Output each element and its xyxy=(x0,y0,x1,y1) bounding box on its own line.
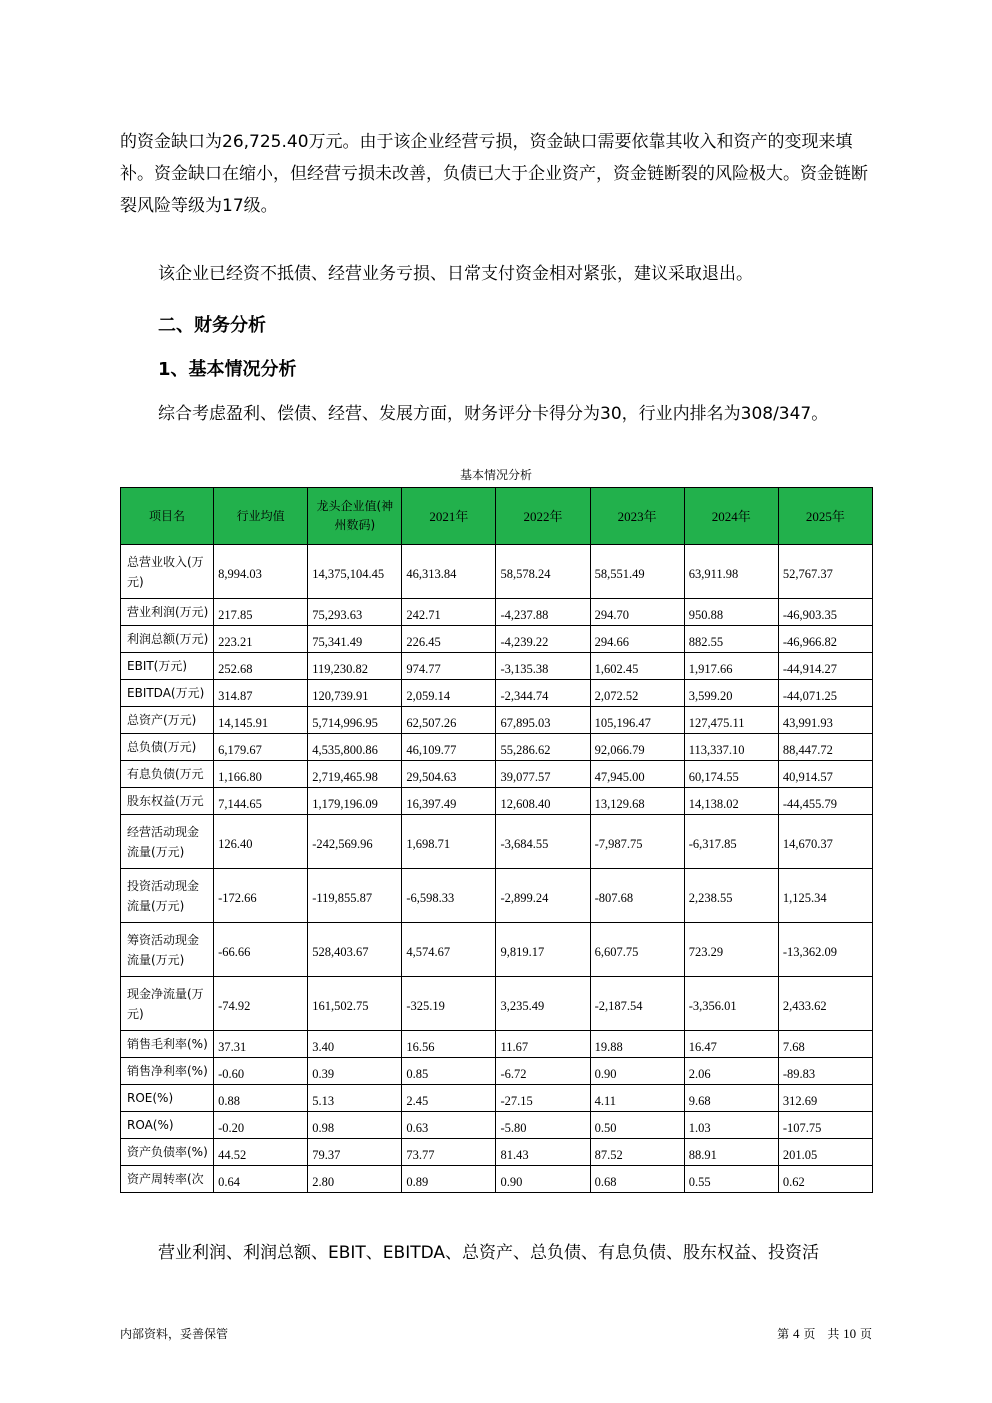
table-cell: 1,917.66 xyxy=(684,653,778,680)
table-cell: 9.68 xyxy=(684,1085,778,1112)
table-cell: 1,698.71 xyxy=(402,815,496,869)
table-row xyxy=(121,1085,873,1112)
table-cell: 2,059.14 xyxy=(402,680,496,707)
table-cell: -44,455.79 xyxy=(778,788,872,815)
table-cell: 46,109.77 xyxy=(402,734,496,761)
table-cell: 294.70 xyxy=(590,599,684,626)
subsection-heading-basic-analysis: 1、基本情况分析 xyxy=(158,359,297,380)
table-cell: 2,072.52 xyxy=(590,680,684,707)
table-cell: 5,714,996.95 xyxy=(308,707,402,734)
table-cell: 37.31 xyxy=(214,1031,308,1058)
page-current: 4 xyxy=(792,1326,800,1341)
table-cell: 46,313.84 xyxy=(402,545,496,599)
table-cell: -66.66 xyxy=(214,923,308,977)
paragraph-continuation: 营业利润、利润总额、EBIT、EBITDA、总资产、总负债、有息负债、股东权益、投资活 xyxy=(158,1243,820,1263)
table-cell: -3,684.55 xyxy=(496,815,590,869)
row-label: 总负债(万元) xyxy=(121,734,214,761)
table-cell: 1,166.80 xyxy=(214,761,308,788)
table-cell: 9,819.17 xyxy=(496,923,590,977)
table-cell: 7.68 xyxy=(778,1031,872,1058)
footer-page-number xyxy=(777,1325,872,1342)
row-label: 筹资活动现金流量(万元) xyxy=(121,923,214,977)
table-row xyxy=(121,815,873,869)
table-cell: 16.47 xyxy=(684,1031,778,1058)
table-cell: 2,719,465.98 xyxy=(308,761,402,788)
table-row xyxy=(121,869,873,923)
table-cell: 0.39 xyxy=(308,1058,402,1085)
footer-confidential-note: 内部资料，妥善保管 xyxy=(120,1327,229,1341)
table-cell: 58,578.24 xyxy=(496,545,590,599)
table-cell: 0.68 xyxy=(590,1166,684,1193)
table-cell: 314.87 xyxy=(214,680,308,707)
page-suffix: 页 xyxy=(859,1327,872,1341)
table-cell: 0.64 xyxy=(214,1166,308,1193)
table-row xyxy=(121,599,873,626)
table-cell: 201.05 xyxy=(778,1139,872,1166)
table-cell: -0.20 xyxy=(214,1112,308,1139)
table-cell: 105,196.47 xyxy=(590,707,684,734)
row-label: 销售净利率(%) xyxy=(121,1058,214,1085)
table-cell: 88.91 xyxy=(684,1139,778,1166)
table-cell: 79.37 xyxy=(308,1139,402,1166)
row-label: EBITDA(万元) xyxy=(121,680,214,707)
table-cell: -44,914.27 xyxy=(778,653,872,680)
table-cell: 14,138.02 xyxy=(684,788,778,815)
table-cell: 882.55 xyxy=(684,626,778,653)
table-cell: 974.77 xyxy=(402,653,496,680)
page-total: 10 xyxy=(843,1326,857,1341)
table-cell: 87.52 xyxy=(590,1139,684,1166)
table-cell: 0.63 xyxy=(402,1112,496,1139)
header-item-name: 项目名 xyxy=(121,488,214,545)
table-cell: 60,174.55 xyxy=(684,761,778,788)
table-cell: 0.98 xyxy=(308,1112,402,1139)
table-cell: 39,077.57 xyxy=(496,761,590,788)
table-cell: 217.85 xyxy=(214,599,308,626)
table-cell: -7,987.75 xyxy=(590,815,684,869)
table-cell: 16,397.49 xyxy=(402,788,496,815)
table-cell: -807.68 xyxy=(590,869,684,923)
page-prefix: 第 xyxy=(777,1327,790,1341)
table-cell: 52,767.37 xyxy=(778,545,872,599)
table-row xyxy=(121,707,873,734)
header-year-2021: 2021年 xyxy=(402,488,496,545)
table-cell: 73.77 xyxy=(402,1139,496,1166)
table-row xyxy=(121,626,873,653)
table-body xyxy=(121,545,873,1193)
section-heading-financial-analysis: 二、财务分析 xyxy=(158,315,266,336)
table-row xyxy=(121,1058,873,1085)
header-leader-value: 龙头企业值(神州数码) xyxy=(308,488,402,545)
table-cell: 119,230.82 xyxy=(308,653,402,680)
row-label: 资产周转率(次 xyxy=(121,1166,214,1193)
table-cell: 3,599.20 xyxy=(684,680,778,707)
row-label: ROE(%) xyxy=(121,1085,214,1112)
table-cell: 126.40 xyxy=(214,815,308,869)
table-cell: 1,602.45 xyxy=(590,653,684,680)
table-cell: -172.66 xyxy=(214,869,308,923)
table-cell: 92,066.79 xyxy=(590,734,684,761)
table-cell: 113,337.10 xyxy=(684,734,778,761)
table-cell: 75,293.63 xyxy=(308,599,402,626)
table-cell: -46,966.82 xyxy=(778,626,872,653)
table-cell: 723.29 xyxy=(684,923,778,977)
header-year-2022: 2022年 xyxy=(496,488,590,545)
table-cell: 0.50 xyxy=(590,1112,684,1139)
table-cell: 0.55 xyxy=(684,1166,778,1193)
table-cell: 0.85 xyxy=(402,1058,496,1085)
row-label: ROA(%) xyxy=(121,1112,214,1139)
table-cell: 6,179.67 xyxy=(214,734,308,761)
table-cell: 242.71 xyxy=(402,599,496,626)
table-row xyxy=(121,734,873,761)
table-cell: -6.72 xyxy=(496,1058,590,1085)
table-cell: 14,670.37 xyxy=(778,815,872,869)
table-cell: -74.92 xyxy=(214,977,308,1031)
table-cell: 75,341.49 xyxy=(308,626,402,653)
table-header-row xyxy=(121,488,873,545)
table-cell: 0.88 xyxy=(214,1085,308,1112)
table-cell: 0.90 xyxy=(590,1058,684,1085)
table-row xyxy=(121,923,873,977)
table-cell: -3,135.38 xyxy=(496,653,590,680)
table-row xyxy=(121,545,873,599)
table-cell: -107.75 xyxy=(778,1112,872,1139)
table-cell: -46,903.35 xyxy=(778,599,872,626)
table-cell: 55,286.62 xyxy=(496,734,590,761)
table-row xyxy=(121,1139,873,1166)
table-cell: 67,895.03 xyxy=(496,707,590,734)
table-cell: 47,945.00 xyxy=(590,761,684,788)
row-label: 现金净流量(万元) xyxy=(121,977,214,1031)
table-cell: 2,238.55 xyxy=(684,869,778,923)
table-cell: -4,239.22 xyxy=(496,626,590,653)
header-industry-average: 行业均值 xyxy=(214,488,308,545)
page-mid: 页 共 xyxy=(803,1327,840,1341)
table-cell: 43,991.93 xyxy=(778,707,872,734)
table-cell: 44.52 xyxy=(214,1139,308,1166)
table-row xyxy=(121,788,873,815)
table-cell: 4.11 xyxy=(590,1085,684,1112)
table-row xyxy=(121,680,873,707)
table-cell: -3,356.01 xyxy=(684,977,778,1031)
table-row xyxy=(121,653,873,680)
table-cell: 4,535,800.86 xyxy=(308,734,402,761)
table-row xyxy=(121,977,873,1031)
table-cell: 120,739.91 xyxy=(308,680,402,707)
table-cell: 3,235.49 xyxy=(496,977,590,1031)
table-cell: -6,317.85 xyxy=(684,815,778,869)
table-row xyxy=(121,1112,873,1139)
table-cell: 58,551.49 xyxy=(590,545,684,599)
table-cell: -4,237.88 xyxy=(496,599,590,626)
table-cell: 127,475.11 xyxy=(684,707,778,734)
row-label: 总营业收入(万元) xyxy=(121,545,214,599)
table-cell: 4,574.67 xyxy=(402,923,496,977)
table-cell: 252.68 xyxy=(214,653,308,680)
table-cell: 294.66 xyxy=(590,626,684,653)
table-cell: 161,502.75 xyxy=(308,977,402,1031)
row-label: 有息负债(万元 xyxy=(121,761,214,788)
header-year-2024: 2024年 xyxy=(684,488,778,545)
paragraph-funding-gap: 的资金缺口为26,725.40万元。由于该企业经营亏损，资金缺口需要依靠其收入和资产的变现来填补。资金缺口在缩小，但经营亏损未改善，负债已大于企业资产，资金链断裂的风险极大。资金链断裂风险等级为17级。 xyxy=(120,132,868,216)
table-cell: 1,125.34 xyxy=(778,869,872,923)
table-cell: -44,071.25 xyxy=(778,680,872,707)
table-cell: 29,504.63 xyxy=(402,761,496,788)
header-year-2025: 2025年 xyxy=(778,488,872,545)
table-cell: 528,403.67 xyxy=(308,923,402,977)
table-cell: 3.40 xyxy=(308,1031,402,1058)
row-label: 投资活动现金流量(万元) xyxy=(121,869,214,923)
table-cell: 226.45 xyxy=(402,626,496,653)
table-cell: 14,375,104.45 xyxy=(308,545,402,599)
table-cell: -5.80 xyxy=(496,1112,590,1139)
table-cell: 7,144.65 xyxy=(214,788,308,815)
table-row xyxy=(121,761,873,788)
table-cell: 62,507.26 xyxy=(402,707,496,734)
paragraph-recommendation: 该企业已经资不抵债、经营业务亏损、日常支付资金相对紧张，建议采取退出。 xyxy=(158,264,753,284)
table-cell: 2.06 xyxy=(684,1058,778,1085)
table-caption: 基本情况分析 xyxy=(459,468,532,482)
table-cell: 1.03 xyxy=(684,1112,778,1139)
table-cell: 40,914.57 xyxy=(778,761,872,788)
table-cell: -0.60 xyxy=(214,1058,308,1085)
table-cell: 11.67 xyxy=(496,1031,590,1058)
table-cell: -119,855.87 xyxy=(308,869,402,923)
row-label: 股东权益(万元 xyxy=(121,788,214,815)
table-cell: -13,362.09 xyxy=(778,923,872,977)
table-cell: -6,598.33 xyxy=(402,869,496,923)
table-cell: -2,187.54 xyxy=(590,977,684,1031)
table-cell: 6,607.75 xyxy=(590,923,684,977)
table-row xyxy=(121,1031,873,1058)
table-cell: 2.45 xyxy=(402,1085,496,1112)
table-cell: 0.89 xyxy=(402,1166,496,1193)
table-cell: 63,911.98 xyxy=(684,545,778,599)
table-cell: 2,433.62 xyxy=(778,977,872,1031)
table-cell: 8,994.03 xyxy=(214,545,308,599)
table-cell: 12,608.40 xyxy=(496,788,590,815)
table-cell: -27.15 xyxy=(496,1085,590,1112)
table-cell: 0.90 xyxy=(496,1166,590,1193)
table-cell: 5.13 xyxy=(308,1085,402,1112)
table-cell: 19.88 xyxy=(590,1031,684,1058)
table-cell: -2,899.24 xyxy=(496,869,590,923)
table-cell: 312.69 xyxy=(778,1085,872,1112)
row-label: 利润总额(万元) xyxy=(121,626,214,653)
table-cell: -2,344.74 xyxy=(496,680,590,707)
table-cell: -325.19 xyxy=(402,977,496,1031)
table-row xyxy=(121,1166,873,1193)
table-cell: 950.88 xyxy=(684,599,778,626)
row-label: 销售毛利率(%) xyxy=(121,1031,214,1058)
table-cell: 2.80 xyxy=(308,1166,402,1193)
table-cell: 14,145.91 xyxy=(214,707,308,734)
basic-analysis-table xyxy=(120,487,873,1193)
paragraph-scorecard: 综合考虑盈利、偿债、经营、发展方面，财务评分卡得分为30，行业内排名为308/347。 xyxy=(158,404,829,424)
row-label: 经营活动现金流量(万元) xyxy=(121,815,214,869)
table-cell: 223.21 xyxy=(214,626,308,653)
row-label: 总资产(万元) xyxy=(121,707,214,734)
table-cell: 81.43 xyxy=(496,1139,590,1166)
table-cell: 16.56 xyxy=(402,1031,496,1058)
table-cell: 1,179,196.09 xyxy=(308,788,402,815)
table-cell: 13,129.68 xyxy=(590,788,684,815)
row-label: 资产负债率(%) xyxy=(121,1139,214,1166)
row-label: EBIT(万元) xyxy=(121,653,214,680)
table-cell: -242,569.96 xyxy=(308,815,402,869)
table-cell: 88,447.72 xyxy=(778,734,872,761)
table-cell: -89.83 xyxy=(778,1058,872,1085)
row-label: 营业利润(万元) xyxy=(121,599,214,626)
header-year-2023: 2023年 xyxy=(590,488,684,545)
table-cell: 0.62 xyxy=(778,1166,872,1193)
